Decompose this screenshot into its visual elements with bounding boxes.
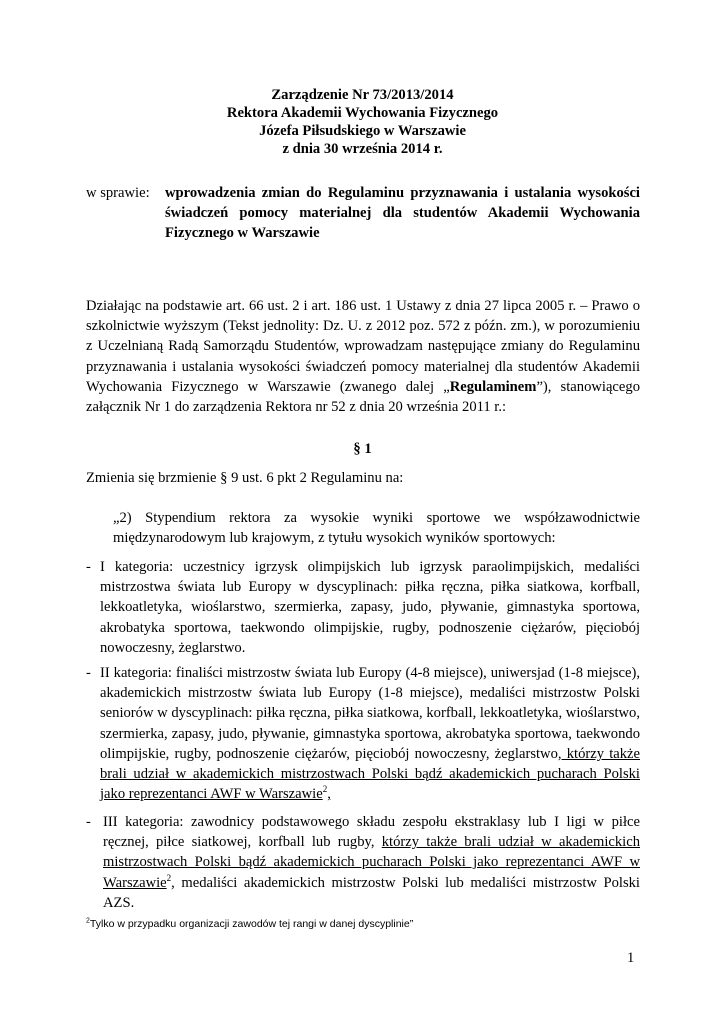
category-tail: , xyxy=(327,786,331,803)
list-dash: - xyxy=(86,814,91,830)
section-title: § 1 xyxy=(353,441,372,457)
category-item-1 xyxy=(86,557,640,658)
document-header xyxy=(0,86,725,158)
list-dash: - xyxy=(86,665,91,681)
header-issuer-name: Józefa Piłsudskiego w Warszawie xyxy=(259,123,466,139)
footnote-reference: 2 xyxy=(166,872,172,883)
category-text: III kategoria: zawodnicy podstawowego składu zespołu ekstraklasy lub I ligi w piłce ręcznej, piłce siatkowej, korfball lub rugby, xyxy=(103,814,640,851)
category-text: II kategoria: finaliści mistrzostw świata lub Europy (4-8 miejsce), uniwersjad (1-8 miejsce), akademickich mistrzostw świata lub Europy (1-8 miejsce), medaliści mistrzostw Polski seniorów w dyscyplinach: piłka ręczna, piłka siatkowa, korfball, lekkoatletyka, wioślarstwo, szermierka, zapasy, judo, pływanie, gimnastyka sportowa, akrobatyka sportowa, taekwondo olimpijskie, rugby, podnoszenie ciężarów, pięciobój nowoczesny, żeglarstwo xyxy=(100,665,640,762)
subject-block xyxy=(86,183,640,243)
footnote-marker: 2 xyxy=(86,917,90,925)
category-tail: , medaliści akademickich mistrzostw Polski lub medaliści mistrzostw Polski AZS. xyxy=(103,874,640,911)
page-number: 1 xyxy=(627,950,635,966)
header-date: z dnia 30 września 2014 r. xyxy=(282,141,443,157)
category-item-2 xyxy=(86,663,640,804)
intro-text-after: ”), stanowiącego załącznik Nr 1 do zarządzenia Rektora nr 52 z dnia 20 września 2011 r.: xyxy=(86,378,640,416)
subject-text: wprowadzenia zmian do Regulaminu przyznawania i ustalania wysokości świadczeń pomocy materialnej dla studentów Akademii Wychowania Fizycznego w Warszawie xyxy=(165,185,640,241)
category-text: I kategoria: uczestnicy igrzysk olimpijskich lub igrzysk paraolimpijskich, medaliści mistrzostwa świata lub Europy w dyscyplinach: piłka ręczna, piłka siatkowa, korfball, lekkoatletyka, wioślarstwo, szermierka, zapasy, judo, pływanie, gimnastyka sportowa, akrobatyka sportowa, taekwondo olimpijskie, rugby, podnoszenie ciężarów, pięciobój nowoczesny, żeglarstwo. xyxy=(100,559,640,656)
intro-bold-term: Regulaminem xyxy=(449,378,537,395)
category-item-3 xyxy=(86,812,640,913)
footnote-text: Tylko w przypadku organizacji zawodów tej rangi w danej dyscyplinie” xyxy=(89,918,414,930)
category-underlined-text: którzy także brali udział w akademickich mistrzostwach Polski bądź akademickich pucharach Polski jako reprezentanci AWF w Warszawie xyxy=(103,834,640,891)
intro-paragraph xyxy=(86,296,640,417)
footnote xyxy=(86,918,413,930)
footnote-reference: 2 xyxy=(322,784,328,795)
quoted-point: „2) Stypendium rektora za wysokie wyniki sportowe we współzawodnictwie międzynarodowym lub krajowym, z tytułu wysokich wyników sportowych: xyxy=(113,510,640,546)
header-title: Zarządzenie Nr 73/2013/2014 xyxy=(271,87,454,103)
category-underlined-text: , którzy także brali udział w akademickich mistrzostwach Polski bądź akademickich pucharach Polski jako reprezentanci AWF w Warszawie xyxy=(100,745,641,803)
subject-label: w sprawie: xyxy=(86,185,150,201)
intro-text-before: Działając na podstawie art. 66 ust. 2 i art. 186 ust. 1 Ustawy z dnia 27 lipca 2005 r. – Prawo o szkolnictwie wyższym (Tekst jednolity: Dz. U. z 2012 poz. 572 z późn. zm.), w porozumieniu z Uczelnianą Radą Samorządu Studentów, wprowadzam następujące zmiany do Regulaminu przyznawania i ustalania wysokości świadczeń pomocy materialnej dla studentów Akademii Wychowania Fizycznego w Warszawie (zwanego dalej „ xyxy=(86,298,640,395)
list-dash: - xyxy=(86,559,91,575)
change-statement: Zmienia się brzmienie § 9 ust. 6 pkt 2 Regulaminu na: xyxy=(86,470,404,486)
header-issuer: Rektora Akademii Wychowania Fizycznego xyxy=(226,105,499,121)
